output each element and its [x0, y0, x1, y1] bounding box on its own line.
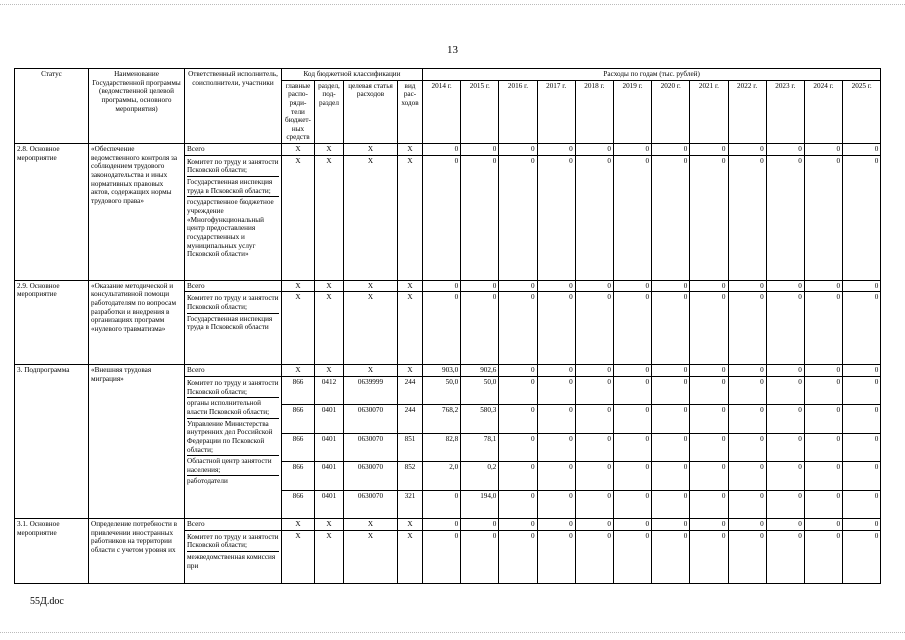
cell-kbk: 0639999 [344, 377, 398, 405]
header-year: 2021 г. [690, 80, 728, 143]
cell-value: 0 [537, 155, 575, 280]
cell-kbk: 0412 [315, 377, 344, 405]
cell-value: 78,1 [461, 433, 499, 461]
cell-value: 0 [843, 155, 881, 280]
cell-value: 0 [575, 144, 613, 156]
participant-item: органы исполнительной власти Псковской области; [187, 398, 279, 418]
cell-value: 0 [728, 433, 766, 461]
header-year: 2019 г. [613, 80, 651, 143]
cell-value: 0 [690, 365, 728, 377]
participant-item: государственное бюджетное учреждение «Многофункциональный центр предоставления государственных и муниципальных услуг Псковской области» [187, 198, 274, 259]
table-body [15, 144, 881, 584]
cell-value: 0 [804, 365, 842, 377]
cell-value: 0 [690, 490, 728, 518]
cell-value: 0 [804, 462, 842, 490]
cell-value: 0 [766, 365, 804, 377]
cell-value: 0 [652, 462, 690, 490]
header-status: Статус [15, 69, 89, 144]
cell-value: 0 [575, 405, 613, 433]
cell-value: 0 [766, 280, 804, 292]
cell-value: 0 [461, 144, 499, 156]
cell-value: 0 [499, 377, 537, 405]
header-year: 2018 г. [575, 80, 613, 143]
cell-value: 0 [766, 530, 804, 583]
cell-value: 0 [423, 530, 461, 583]
cell-kbk: Х [282, 292, 315, 365]
cell-value: 0 [728, 144, 766, 156]
cell-value: 0 [690, 530, 728, 583]
cell-value: 0 [804, 530, 842, 583]
cell-kbk: 851 [398, 433, 423, 461]
cell-value: 0 [499, 405, 537, 433]
cell-kbk: 0630070 [344, 405, 398, 433]
cell-value: 0 [613, 292, 651, 365]
cell-kbk: Х [282, 365, 315, 377]
cell-value: 580,3 [461, 405, 499, 433]
cell-value: 0 [499, 462, 537, 490]
header-kbk-section: раздел, под-раздел [315, 80, 344, 143]
cell-kbk: Х [282, 530, 315, 583]
cell-value: 0 [804, 519, 842, 531]
cell-value: 0 [537, 292, 575, 365]
cell-total-label: Всего [185, 144, 282, 156]
cell-value: 0 [690, 377, 728, 405]
cell-value: 0 [766, 292, 804, 365]
participant-item: Комитет по труду и занятости Псковской области; [187, 157, 279, 177]
table-row [15, 144, 881, 156]
cell-value: 0 [843, 519, 881, 531]
header-year: 2017 г. [537, 80, 575, 143]
cell-kbk: 0401 [315, 433, 344, 461]
cell-value: 0 [690, 405, 728, 433]
table-row [15, 280, 881, 292]
cell-name: «Внешняя трудовая миграция» [89, 365, 185, 519]
cell-value: 0 [537, 280, 575, 292]
cell-kbk: Х [315, 292, 344, 365]
cell-value: 0 [766, 377, 804, 405]
budget-table [14, 68, 881, 584]
cell-value: 902,6 [461, 365, 499, 377]
cell-value: 50,0 [461, 377, 499, 405]
cell-participants [185, 377, 282, 519]
cell-value: 0 [843, 280, 881, 292]
cell-value: 0 [423, 144, 461, 156]
cell-value: 0 [613, 155, 651, 280]
page-number: 13 [447, 44, 458, 56]
cell-value: 0 [652, 144, 690, 156]
cell-kbk: Х [398, 155, 423, 280]
cell-total-label: Всего [185, 365, 282, 377]
cell-value: 0 [728, 155, 766, 280]
cell-value: 0 [690, 519, 728, 531]
cell-value: 0 [575, 377, 613, 405]
cell-value: 0 [613, 519, 651, 531]
cell-kbk: Х [315, 155, 344, 280]
cell-value: 0 [575, 280, 613, 292]
cell-kbk: Х [282, 155, 315, 280]
cell-value: 0 [499, 519, 537, 531]
table-row [15, 519, 881, 531]
cell-kbk: 0401 [315, 490, 344, 518]
cell-value: 0 [843, 144, 881, 156]
cell-value: 0 [499, 433, 537, 461]
cell-value: 0 [843, 292, 881, 365]
cell-value: 0 [613, 530, 651, 583]
cell-value: 0 [652, 433, 690, 461]
cell-value: 768,2 [423, 405, 461, 433]
participant-item: Комитет по труду и занятости Псковской области; [187, 532, 279, 552]
cell-value: 0 [690, 462, 728, 490]
header-kbk-article: целевая статья расходов [344, 80, 398, 143]
cell-kbk: Х [344, 519, 398, 531]
cell-kbk: 0401 [315, 405, 344, 433]
cell-kbk: 244 [398, 405, 423, 433]
cell-value: 0 [652, 405, 690, 433]
cell-value: 0 [652, 530, 690, 583]
cell-value: 0 [804, 490, 842, 518]
cell-value: 0 [766, 462, 804, 490]
cell-value: 0 [537, 519, 575, 531]
cell-value: 0 [461, 155, 499, 280]
cell-value: 0 [537, 462, 575, 490]
cell-status: 3.1. Основное мероприятие [15, 519, 89, 584]
cell-value: 0 [766, 405, 804, 433]
cell-kbk: Х [315, 144, 344, 156]
cell-value: 0 [804, 433, 842, 461]
footer-filename: 55Д.doc [30, 596, 64, 607]
cell-status: 3. Подпрограмма [15, 365, 89, 519]
cell-value: 0 [423, 155, 461, 280]
participant-item: Государственная инспекция труда в Псковской области; [187, 177, 279, 197]
cell-value: 0 [652, 292, 690, 365]
header-year: 2022 г. [728, 80, 766, 143]
cell-value: 0 [537, 405, 575, 433]
header-year: 2020 г. [652, 80, 690, 143]
cell-value: 0 [804, 144, 842, 156]
cell-value: 0 [613, 144, 651, 156]
cell-value: 0 [613, 405, 651, 433]
participant-item: Комитет по труду и занятости Псковской области; [187, 378, 279, 398]
cell-value: 0 [613, 365, 651, 377]
header-year: 2023 г. [766, 80, 804, 143]
cell-kbk: Х [315, 530, 344, 583]
cell-kbk: 866 [282, 462, 315, 490]
scan-artifact-bottom [0, 632, 905, 634]
participant-item: Областной центр занятости населения; [187, 456, 279, 476]
cell-value: 0 [690, 433, 728, 461]
cell-value: 0 [537, 365, 575, 377]
cell-value: 0 [423, 280, 461, 292]
cell-status: 2.9. Основное мероприятие [15, 280, 89, 365]
cell-value: 0 [613, 377, 651, 405]
cell-kbk: 0401 [315, 462, 344, 490]
cell-value: 0 [499, 155, 537, 280]
cell-value: 0 [613, 280, 651, 292]
cell-value: 0 [652, 519, 690, 531]
header-responsible: Ответственный исполнитель, соисполнители, участники [185, 69, 282, 144]
cell-value: 0 [728, 405, 766, 433]
cell-value: 0 [728, 292, 766, 365]
cell-value: 0 [613, 490, 651, 518]
cell-value: 0 [652, 280, 690, 292]
cell-value: 0 [423, 519, 461, 531]
cell-value: 0 [537, 377, 575, 405]
cell-value: 0,2 [461, 462, 499, 490]
participant-item: работодатели [187, 477, 228, 486]
cell-value: 82,8 [423, 433, 461, 461]
cell-value: 0 [461, 280, 499, 292]
cell-value: 0 [613, 433, 651, 461]
cell-value: 0 [575, 365, 613, 377]
cell-value: 0 [537, 530, 575, 583]
cell-value: 0 [575, 155, 613, 280]
cell-value: 0 [690, 155, 728, 280]
cell-name: Определение потребности в привлечении иностранных работников на территории области с учетом уровня их [89, 519, 185, 584]
cell-value: 0 [843, 530, 881, 583]
cell-value: 0 [843, 405, 881, 433]
cell-value: 0 [652, 365, 690, 377]
cell-value: 0 [766, 144, 804, 156]
cell-kbk: Х [282, 144, 315, 156]
cell-value: 0 [499, 490, 537, 518]
cell-value: 0 [537, 490, 575, 518]
cell-value: 0 [499, 144, 537, 156]
cell-kbk: 321 [398, 490, 423, 518]
cell-value: 194,0 [461, 490, 499, 518]
cell-value: 0 [766, 490, 804, 518]
cell-status: 2.8. Основное мероприятие [15, 144, 89, 281]
cell-value: 0 [804, 280, 842, 292]
cell-kbk: Х [344, 280, 398, 292]
cell-value: 0 [843, 462, 881, 490]
cell-kbk: Х [398, 144, 423, 156]
cell-kbk: Х [344, 155, 398, 280]
cell-name: «Обеспечение ведомственного контроля за соблюдением трудового законодательства и иных нормативных правовых актов, содержащих нормы трудового права» [89, 144, 185, 281]
cell-value: 0 [537, 144, 575, 156]
header-year: 2024 г. [804, 80, 842, 143]
cell-kbk: 866 [282, 433, 315, 461]
participant-item: межведомственная комиссия при [187, 552, 276, 570]
cell-value: 0 [843, 433, 881, 461]
cell-value: 0 [728, 462, 766, 490]
cell-value: 0 [804, 155, 842, 280]
cell-value: 0 [766, 433, 804, 461]
cell-value: 0 [575, 519, 613, 531]
cell-value: 0 [690, 144, 728, 156]
participant-item: Управление Министерства внутренних дел Российской Федерации по Псковской области; [187, 419, 279, 457]
cell-value: 0 [575, 530, 613, 583]
header-kbk-type: вид рас-ходов [398, 80, 423, 143]
cell-value: 0 [843, 490, 881, 518]
cell-value: 0 [728, 365, 766, 377]
cell-value: 0 [575, 462, 613, 490]
cell-kbk: Х [282, 519, 315, 531]
cell-value: 0 [575, 433, 613, 461]
cell-value: 0 [652, 377, 690, 405]
header-kbk: Код бюджетной классификации [282, 69, 423, 81]
cell-kbk: Х [398, 519, 423, 531]
cell-value: 0 [728, 530, 766, 583]
cell-kbk: Х [398, 365, 423, 377]
cell-kbk: 866 [282, 490, 315, 518]
cell-value: 0 [461, 519, 499, 531]
cell-value: 0 [613, 462, 651, 490]
cell-value: 0 [804, 377, 842, 405]
cell-value: 0 [461, 530, 499, 583]
cell-value: 0 [766, 519, 804, 531]
cell-kbk: Х [315, 280, 344, 292]
cell-kbk: 866 [282, 377, 315, 405]
cell-kbk: Х [398, 280, 423, 292]
cell-kbk: 866 [282, 405, 315, 433]
cell-value: 0 [843, 365, 881, 377]
cell-kbk: Х [398, 530, 423, 583]
header-year: 2016 г. [499, 80, 537, 143]
cell-value: 0 [804, 292, 842, 365]
cell-value: 0 [499, 292, 537, 365]
cell-value: 0 [499, 530, 537, 583]
cell-kbk: 0630070 [344, 490, 398, 518]
cell-value: 0 [423, 490, 461, 518]
cell-participants [185, 155, 282, 280]
cell-value: 0 [652, 155, 690, 280]
header-kbk-grbs: главные распо-ряди-тели бюджет-ных средств [282, 80, 315, 143]
cell-kbk: 244 [398, 377, 423, 405]
cell-value: 0 [690, 292, 728, 365]
cell-value: 0 [728, 280, 766, 292]
cell-value: 0 [575, 292, 613, 365]
cell-value: 0 [728, 519, 766, 531]
scan-artifact-top [0, 4, 905, 6]
cell-total-label: Всего [185, 519, 282, 531]
cell-kbk: Х [344, 144, 398, 156]
cell-kbk: Х [344, 365, 398, 377]
header-year: 2015 г. [461, 80, 499, 143]
cell-kbk: 0630070 [344, 462, 398, 490]
cell-value: 0 [499, 280, 537, 292]
cell-total-label: Всего [185, 280, 282, 292]
table-row [15, 365, 881, 377]
cell-kbk: Х [282, 280, 315, 292]
cell-value: 0 [575, 490, 613, 518]
cell-value: 0 [537, 433, 575, 461]
cell-value: 0 [766, 155, 804, 280]
participant-item: Государственная инспекция труда в Псковской области [187, 314, 273, 332]
cell-value: 0 [690, 280, 728, 292]
cell-value: 0 [499, 365, 537, 377]
participant-item: Комитет по труду и занятости Псковской области; [187, 293, 279, 313]
cell-value: 0 [423, 292, 461, 365]
header-year: 2025 г. [843, 80, 881, 143]
cell-kbk: Х [398, 292, 423, 365]
header-expenses: Расходы по годам (тыс. рублей) [423, 69, 881, 81]
cell-participants [185, 530, 282, 583]
cell-kbk: Х [344, 530, 398, 583]
cell-participants [185, 292, 282, 365]
cell-kbk: Х [315, 519, 344, 531]
cell-value: 903,0 [423, 365, 461, 377]
cell-value: 0 [728, 377, 766, 405]
cell-value: 0 [728, 490, 766, 518]
cell-value: 0 [843, 377, 881, 405]
cell-value: 0 [804, 405, 842, 433]
cell-kbk: Х [315, 365, 344, 377]
cell-kbk: Х [344, 292, 398, 365]
cell-kbk: 852 [398, 462, 423, 490]
header-name: Наименование Государственной программы (ведомственной целевой программы, основного мероприятия) [89, 69, 185, 144]
cell-value: 0 [652, 490, 690, 518]
cell-value: 50,0 [423, 377, 461, 405]
cell-name: «Оказание методической и консультативной помощи работодателям по вопросам разработки и внедрения в организациях программ «нулевого травматизма» [89, 280, 185, 365]
cell-value: 0 [461, 292, 499, 365]
header-year: 2014 г. [423, 80, 461, 143]
cell-kbk: 0630070 [344, 433, 398, 461]
cell-value: 2,0 [423, 462, 461, 490]
